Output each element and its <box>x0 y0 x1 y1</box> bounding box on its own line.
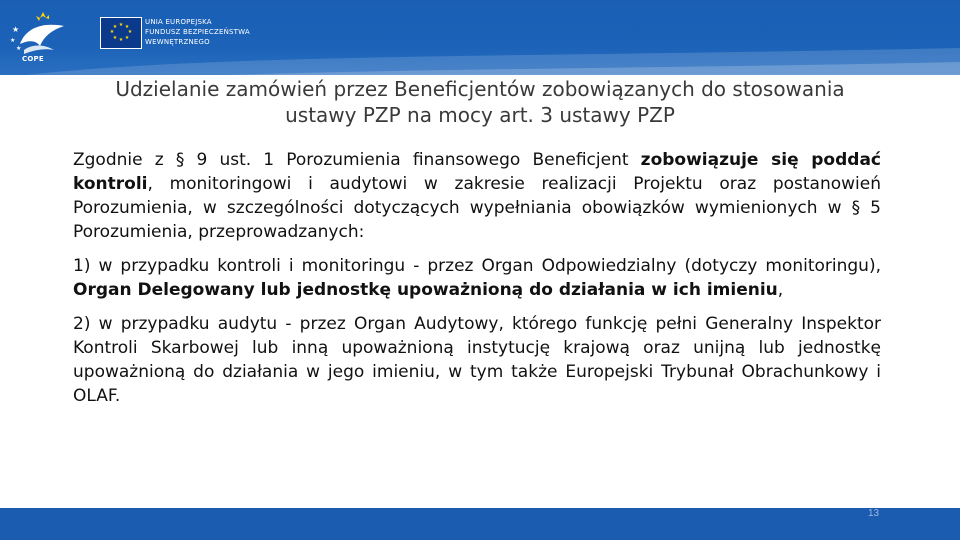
paragraph-point-1-bold: Organ Delegowany lub jednostkę upoważnioną do działania w ich imieniu <box>73 280 778 300</box>
svg-text:★: ★ <box>10 37 16 44</box>
paragraph-intro <box>73 148 881 244</box>
paragraph-point-1-text-a: 1) w przypadku kontroli i monitoringu - przez Organ Odpowiedzialny (dotyczy monitoringu), <box>73 256 881 276</box>
svg-text:★: ★ <box>12 25 20 34</box>
svg-text:★: ★ <box>112 24 118 30</box>
page-number: 13 <box>868 508 880 519</box>
paragraph-point-2: 2) w przypadku audytu - przez Organ Audytowy, którego funkcję pełni Generalny Inspektor Kontroli Skarbowej lub inną upoważnioną instytucję krajową oraz unijną lub jednostkę upoważnioną do działania w jego imieniu, w tym także Europejski Trybunał Obrachunkowy i OLAF. <box>73 314 881 406</box>
paragraph-point-1 <box>73 254 881 302</box>
svg-text:★: ★ <box>109 29 115 35</box>
eu-line-1: UNIA EUROPEJSKA <box>145 18 212 26</box>
paragraph-point-1-text-c: , <box>777 280 784 300</box>
footer-bar <box>0 508 960 540</box>
eu-line-2: FUNDUSZ BEZPIECZEŃSTWA <box>145 28 250 36</box>
eu-line-3: WEWNĘTRZNEGO <box>145 38 210 46</box>
slide-title <box>60 76 900 128</box>
header-wave-decoration <box>0 48 960 75</box>
slide-body <box>73 148 881 418</box>
svg-text:★: ★ <box>127 29 133 35</box>
paragraph-intro-text-c: , monitoringowi i audytowi w zakresie realizacji Projektu oraz postanowień Porozumienia, w szczególności dotyczących wypełniania obowiązków wymienionych w § 5 Porozumienia, przeprowadzanych: <box>73 174 881 242</box>
slide-title-line-1: Udzielanie zamówień przez Beneficjentów zobowiązanych do stosowania <box>115 77 845 101</box>
svg-text:★: ★ <box>112 35 118 41</box>
svg-text:★: ★ <box>124 35 130 41</box>
header-banner <box>0 0 960 75</box>
svg-text:★: ★ <box>124 24 130 30</box>
paragraph-intro-text-a: Zgodnie z § 9 ust. 1 Porozumienia finansowego Beneficjent <box>73 150 641 170</box>
paragraph-intro-bold: zobowiązuje się poddać kontroli <box>73 150 881 194</box>
svg-text:★: ★ <box>118 22 124 28</box>
eu-fund-label <box>145 17 250 47</box>
svg-text:★: ★ <box>118 37 124 43</box>
eu-flag-icon <box>100 17 142 49</box>
cope-logo-text: COPE <box>22 55 44 63</box>
slide-title-line-2: ustawy PZP na mocy art. 3 ustawy PZP <box>285 103 675 127</box>
svg-text:★: ★ <box>16 45 22 52</box>
